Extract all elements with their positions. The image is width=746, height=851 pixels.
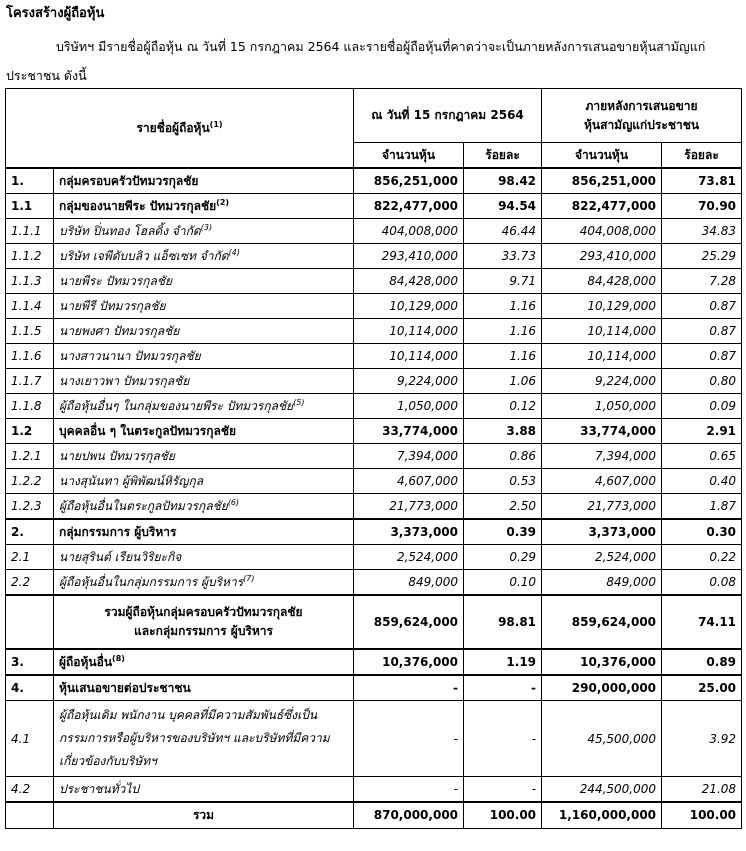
shares-after: 3,373,000 — [542, 519, 662, 545]
table-row — [6, 570, 742, 596]
header-shares: จำนวนหุ้น — [542, 143, 662, 169]
table-row — [6, 319, 742, 344]
pct-after: 0.08 — [662, 570, 742, 596]
shareholder-name: ผู้ถือหุ้นอื่นๆ ในกลุ่มของนายพีระ ปัทมวรกุลชัย$^{(5)}$ — [54, 394, 354, 419]
shareholder-name: นายพีระ ปัทมวรกุลชัย — [54, 269, 354, 294]
pct-before: 100.00 — [464, 802, 542, 828]
shareholder-name: บุคคลอื่น ๆ ในตระกูลปัทมวรกุลชัย — [54, 419, 354, 444]
pct-after: 1.87 — [662, 494, 742, 520]
row-number: 2.2 — [6, 570, 54, 596]
shareholder-name: กลุ่มกรรมการ ผู้บริหาร — [54, 519, 354, 545]
shareholder-name: บริษัท เจพีดับบลิว แอ็ซเซท จำกัด$^{(4)}$ — [54, 244, 354, 269]
pct-after: 0.80 — [662, 369, 742, 394]
table-row — [6, 649, 742, 675]
shares-after: 9,224,000 — [542, 369, 662, 394]
table-row — [6, 269, 742, 294]
pct-after: 34.83 — [662, 219, 742, 244]
row-number: 1.1.1 — [6, 219, 54, 244]
shares-before: 404,008,000 — [354, 219, 464, 244]
pct-after: 0.40 — [662, 469, 742, 494]
table-row — [6, 344, 742, 369]
shares-after: 45,500,000 — [542, 701, 662, 777]
total-row — [6, 802, 742, 828]
row-number: 1.1 — [6, 194, 54, 219]
shares-before: 870,000,000 — [354, 802, 464, 828]
shares-before: 21,773,000 — [354, 494, 464, 520]
shareholder-name: กลุ่มครอบครัวปัทมวรกุลชัย — [54, 168, 354, 194]
pct-before: - — [464, 701, 542, 777]
table-row — [6, 675, 742, 701]
shares-after: 21,773,000 — [542, 494, 662, 520]
pct-after: 25.00 — [662, 675, 742, 701]
pct-before: 0.10 — [464, 570, 542, 596]
table-body — [6, 168, 742, 828]
pct-after: 0.87 — [662, 344, 742, 369]
row-number: 1.2 — [6, 419, 54, 444]
table-row — [6, 219, 742, 244]
shares-before: 822,477,000 — [354, 194, 464, 219]
shareholder-name: ผู้ถือหุ้นอื่นในตระกูลปัทมวรกุลชัย$^{(6)}$ — [54, 494, 354, 520]
pct-before: 33.73 — [464, 244, 542, 269]
shares-after: 4,607,000 — [542, 469, 662, 494]
pct-after: 0.65 — [662, 444, 742, 469]
row-number: 1.1.8 — [6, 394, 54, 419]
table-row — [6, 419, 742, 444]
footnote-ref: (8) — [112, 653, 125, 663]
shares-before: - — [354, 777, 464, 803]
pct-after: 7.28 — [662, 269, 742, 294]
shares-before: 10,376,000 — [354, 649, 464, 675]
pct-before: 0.39 — [464, 519, 542, 545]
shareholder-name: นางเยาวพา ปัทมวรกุลชัย — [54, 369, 354, 394]
footnote-ref: (3) — [200, 222, 213, 232]
shareholder-name: หุ้นเสนอขายต่อประชาชน — [54, 675, 354, 701]
shares-after: 10,114,000 — [542, 319, 662, 344]
pct-before: 1.06 — [464, 369, 542, 394]
shares-before: 856,251,000 — [354, 168, 464, 194]
pct-before: 0.86 — [464, 444, 542, 469]
pct-before: 98.42 — [464, 168, 542, 194]
pct-after: 73.81 — [662, 168, 742, 194]
shares-after: 293,410,000 — [542, 244, 662, 269]
shares-after: 10,376,000 — [542, 649, 662, 675]
shareholder-name: ประชาชนทั่วไป — [54, 777, 354, 803]
shares-before: 2,524,000 — [354, 545, 464, 570]
shares-after: 84,428,000 — [542, 269, 662, 294]
shares-before: 84,428,000 — [354, 269, 464, 294]
table-row — [6, 369, 742, 394]
shares-before: 4,607,000 — [354, 469, 464, 494]
shares-before: 33,774,000 — [354, 419, 464, 444]
shares-before: 10,114,000 — [354, 344, 464, 369]
table-row — [6, 545, 742, 570]
footnote-ref: (6) — [227, 497, 240, 507]
shares-before: 3,373,000 — [354, 519, 464, 545]
pct-after: 0.09 — [662, 394, 742, 419]
table-row — [6, 469, 742, 494]
shares-after: 849,000 — [542, 570, 662, 596]
shares-after: 1,050,000 — [542, 394, 662, 419]
shares-before: 293,410,000 — [354, 244, 464, 269]
shares-after: 404,008,000 — [542, 219, 662, 244]
shares-after: 10,129,000 — [542, 294, 662, 319]
row-number: 4. — [6, 675, 54, 701]
shareholder-name: นางสาวนานา ปัทมวรกุลชัย — [54, 344, 354, 369]
section-heading: โครงสร้างผู้ถือหุ้น — [6, 6, 105, 21]
table-row — [6, 168, 742, 194]
row-number: 1.2.1 — [6, 444, 54, 469]
intro-paragraph: บริษัทฯ มีรายชื่อผู้ถือหุ้น ณ วันที่ 15 กรกฎาคม 2564 และรายชื่อผู้ถือหุ้นที่คาดว่าจะเป็นภายหลังการเสนอขายหุ้นสามัญแก่ประชาชน ดังนี้ — [6, 39, 706, 83]
row-number: 1.1.3 — [6, 269, 54, 294]
subtotal-label: รวมผู้ถือหุ้นกลุ่มครอบครัวปัทมวรกุลชัย และกลุ่มกรรมการ ผู้บริหาร — [54, 595, 354, 649]
row-number: 1.1.5 — [6, 319, 54, 344]
header-shares: จำนวนหุ้น — [354, 143, 464, 169]
shares-before: 7,394,000 — [354, 444, 464, 469]
shareholder-name: ผู้ถือหุ้นเดิม พนักงาน บุคคลที่มีความสัมพันธ์ซึ่งเป็นกรรมการหรือผู้บริหารของบริษัทฯ และบริษัทที่มีความเกี่ยวข้องกับบริษัทฯ — [54, 701, 354, 777]
row-number — [6, 595, 54, 649]
pct-after: 0.22 — [662, 545, 742, 570]
pct-before: 1.16 — [464, 344, 542, 369]
shares-after: 33,774,000 — [542, 419, 662, 444]
table-row — [6, 444, 742, 469]
subtotal-row — [6, 595, 742, 649]
row-number: 1.1.4 — [6, 294, 54, 319]
row-number: 4.2 — [6, 777, 54, 803]
pct-after: 100.00 — [662, 802, 742, 828]
pct-after: 2.91 — [662, 419, 742, 444]
shares-after: 859,624,000 — [542, 595, 662, 649]
pct-before: 3.88 — [464, 419, 542, 444]
table-row — [6, 194, 742, 219]
table-row — [6, 701, 742, 777]
shareholder-name: นายปพน ปัทมวรกุลชัย — [54, 444, 354, 469]
pct-before: 9.71 — [464, 269, 542, 294]
pct-before: 1.19 — [464, 649, 542, 675]
header-pct: ร้อยละ — [662, 143, 742, 169]
header-after: ภายหลังการเสนอขาย หุ้นสามัญแก่ประชาชน — [542, 89, 742, 143]
shares-before: - — [354, 701, 464, 777]
pct-before: 1.16 — [464, 294, 542, 319]
footnote-ref: (4) — [228, 247, 240, 257]
table-row — [6, 777, 742, 803]
row-number: 1.1.7 — [6, 369, 54, 394]
row-number: 1.1.2 — [6, 244, 54, 269]
shareholder-name: นายพีรี ปัทมวรกุลชัย — [54, 294, 354, 319]
shares-before: 849,000 — [354, 570, 464, 596]
shareholder-name: นายพงศา ปัทมวรกุลชัย — [54, 319, 354, 344]
pct-before: 98.81 — [464, 595, 542, 649]
shareholder-name: นายสุรินต์ เรียนวิริยะกิจ — [54, 545, 354, 570]
shares-after: 1,160,000,000 — [542, 802, 662, 828]
shares-before: 1,050,000 — [354, 394, 464, 419]
header-name-col: รายชื่อผู้ถือหุ้น$^{(1)}$ — [6, 89, 354, 169]
shares-after: 244,500,000 — [542, 777, 662, 803]
shares-after: 10,114,000 — [542, 344, 662, 369]
pct-after: 70.90 — [662, 194, 742, 219]
total-label: รวม — [54, 802, 354, 828]
shares-before: 9,224,000 — [354, 369, 464, 394]
row-number: 1.1.6 — [6, 344, 54, 369]
shareholder-name: นางสุนันทา ผู้พิพัฒน์หิรัญกุล — [54, 469, 354, 494]
shares-after: 2,524,000 — [542, 545, 662, 570]
row-number: 4.1 — [6, 701, 54, 777]
footnote-ref: (5) — [293, 397, 305, 407]
shares-after: 290,000,000 — [542, 675, 662, 701]
pct-before: 46.44 — [464, 219, 542, 244]
pct-after: 21.08 — [662, 777, 742, 803]
footnote-ref: (7) — [243, 573, 255, 583]
table-row — [6, 394, 742, 419]
shares-before: - — [354, 675, 464, 701]
row-number: 3. — [6, 649, 54, 675]
pct-before: 0.12 — [464, 394, 542, 419]
shares-before: 10,129,000 — [354, 294, 464, 319]
row-number: 1.2.2 — [6, 469, 54, 494]
pct-after: 3.92 — [662, 701, 742, 777]
row-number: 1.2.3 — [6, 494, 54, 520]
pct-before: 0.29 — [464, 545, 542, 570]
shares-before: 859,624,000 — [354, 595, 464, 649]
pct-before: 94.54 — [464, 194, 542, 219]
shareholder-name: บริษัท ปิ่นทอง โฮลดิ้ง จำกัด$^{(3)}$ — [54, 219, 354, 244]
pct-before: 0.53 — [464, 469, 542, 494]
header-before: ณ วันที่ 15 กรกฎาคม 2564 — [354, 89, 542, 143]
row-number: 2.1 — [6, 545, 54, 570]
header-pct: ร้อยละ — [464, 143, 542, 169]
row-number: 2. — [6, 519, 54, 545]
shareholder-name: กลุ่มของนายพีระ ปัทมวรกุลชัย$^{(2)}$ — [54, 194, 354, 219]
row-number — [6, 802, 54, 828]
row-number: 1. — [6, 168, 54, 194]
shareholder-table — [5, 88, 742, 829]
shares-after: 856,251,000 — [542, 168, 662, 194]
table-row — [6, 519, 742, 545]
pct-after: 74.11 — [662, 595, 742, 649]
table-row — [6, 494, 742, 520]
pct-before: - — [464, 675, 542, 701]
pct-after: 25.29 — [662, 244, 742, 269]
pct-after: 0.89 — [662, 649, 742, 675]
pct-before: 1.16 — [464, 319, 542, 344]
footnote-ref: (2) — [216, 197, 230, 207]
shares-before: 10,114,000 — [354, 319, 464, 344]
pct-before: 2.50 — [464, 494, 542, 520]
table-row — [6, 294, 742, 319]
shareholder-name: ผู้ถือหุ้นอื่นในกลุ่มกรรมการ ผู้บริหาร$^{(7)}$ — [54, 570, 354, 596]
pct-after: 0.87 — [662, 319, 742, 344]
shares-after: 7,394,000 — [542, 444, 662, 469]
shareholder-name: ผู้ถือหุ้นอื่น$^{(8)}$ — [54, 649, 354, 675]
table-row — [6, 244, 742, 269]
pct-after: 0.30 — [662, 519, 742, 545]
pct-before: - — [464, 777, 542, 803]
shares-after: 822,477,000 — [542, 194, 662, 219]
pct-after: 0.87 — [662, 294, 742, 319]
